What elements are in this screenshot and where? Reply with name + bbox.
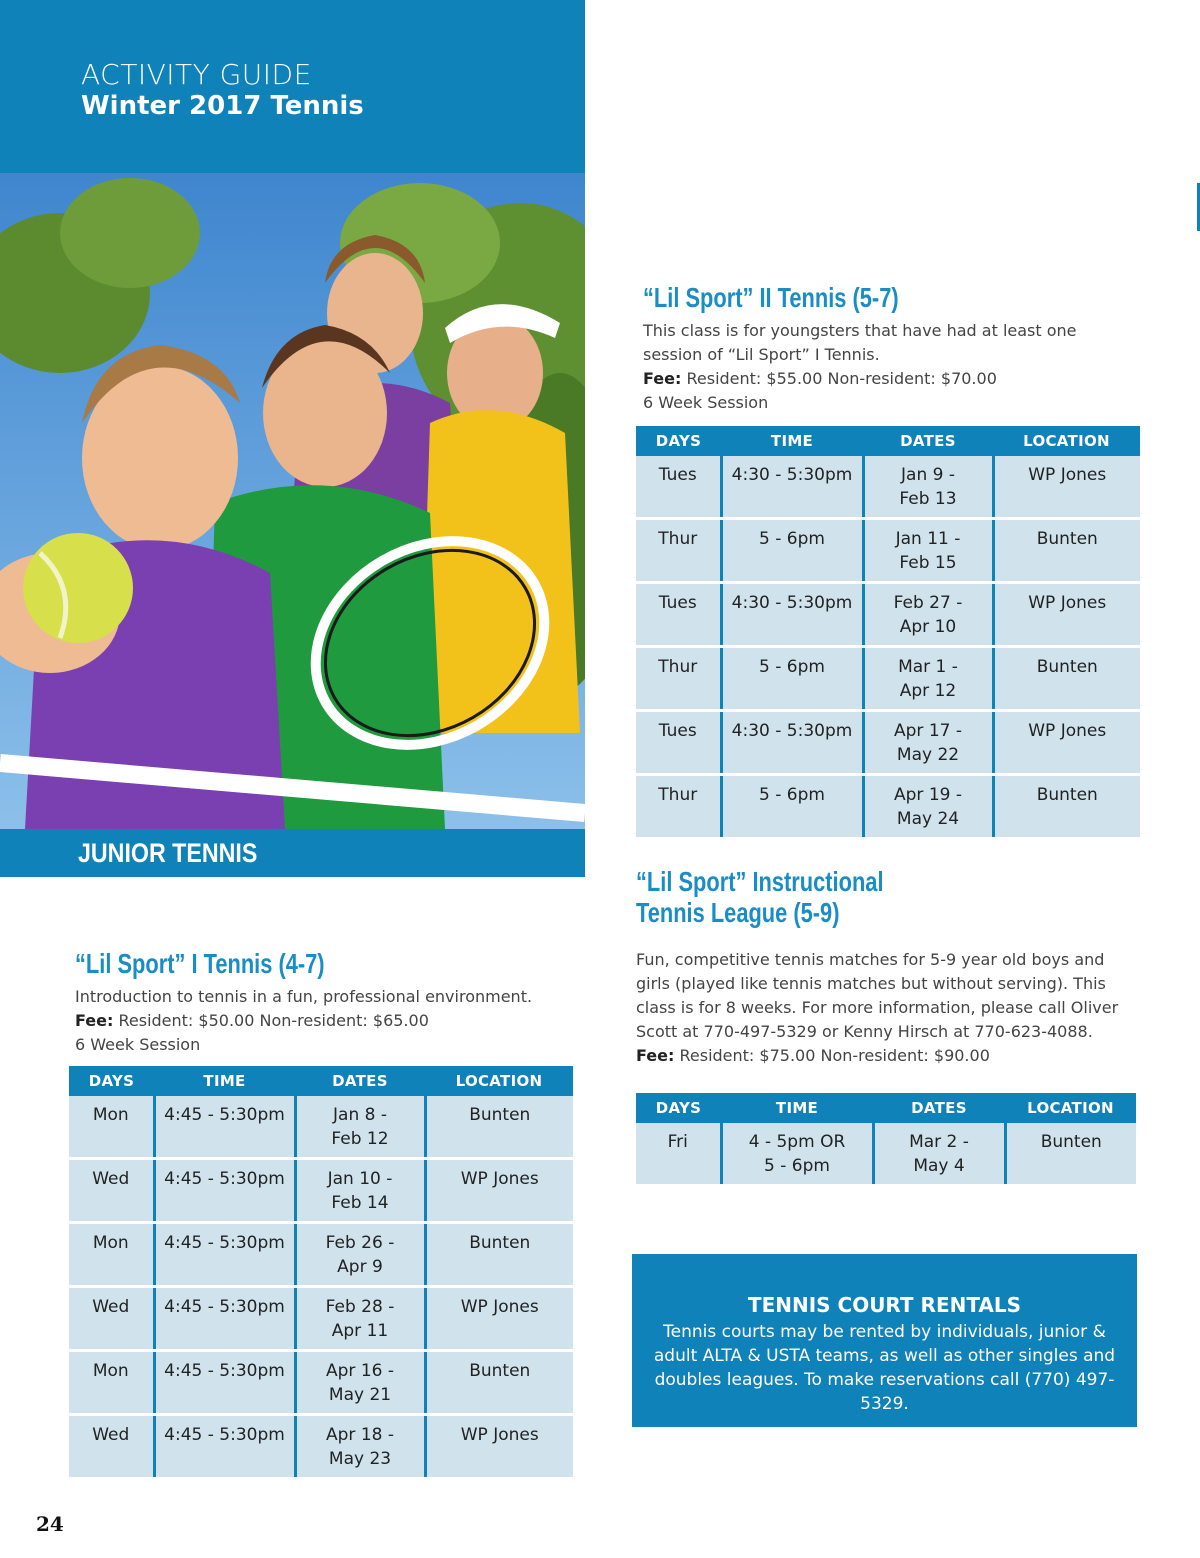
table-row bbox=[69, 1287, 573, 1351]
cell-dates bbox=[295, 1223, 425, 1287]
cell-dates bbox=[863, 647, 993, 711]
lil-sport-2-session: 6 Week Session bbox=[643, 393, 769, 412]
cell-time: 4:45 - 5:30pm bbox=[154, 1159, 295, 1223]
col-header-days: DAYS bbox=[636, 1093, 721, 1123]
table-row bbox=[636, 775, 1140, 838]
dates-end: Apr 10 bbox=[899, 617, 957, 637]
cell-day: Wed bbox=[69, 1287, 154, 1351]
lil-sport-1-schedule-table bbox=[69, 1066, 573, 1477]
cell-dates bbox=[295, 1415, 425, 1478]
table-row bbox=[69, 1415, 573, 1478]
col-header-location: LOCATION bbox=[993, 426, 1140, 456]
col-header-time: TIME bbox=[154, 1066, 295, 1096]
cell-location: WP Jones bbox=[993, 711, 1140, 775]
table-header-row bbox=[636, 426, 1140, 456]
junior-tennis-heading: JUNIOR TENNIS bbox=[78, 838, 258, 868]
fee-text: Resident: $55.00 Non-resident: $70.00 bbox=[686, 369, 997, 388]
table-row bbox=[636, 519, 1140, 583]
cell-location: Bunten bbox=[1005, 1123, 1136, 1184]
col-header-time: TIME bbox=[721, 1093, 873, 1123]
table-row bbox=[636, 583, 1140, 647]
dates-end: May 23 bbox=[328, 1449, 392, 1469]
league-schedule-table bbox=[636, 1093, 1136, 1184]
cell-day: Tues bbox=[636, 456, 721, 519]
fee-label: Fee: bbox=[636, 1046, 675, 1065]
dates-end: Apr 9 bbox=[337, 1257, 383, 1277]
dates-end: Apr 11 bbox=[331, 1321, 389, 1341]
cell-location: WP Jones bbox=[425, 1159, 573, 1223]
table-row bbox=[636, 456, 1140, 519]
dates-start: Jan 8 - bbox=[333, 1105, 387, 1125]
cell-day: Fri bbox=[636, 1123, 721, 1184]
cell-day: Mon bbox=[69, 1223, 154, 1287]
guide-label: ACTIVITY GUIDE bbox=[81, 58, 312, 91]
cell-day: Wed bbox=[69, 1159, 154, 1223]
cell-dates bbox=[873, 1123, 1005, 1184]
dates-start: Feb 26 - bbox=[325, 1233, 395, 1253]
col-header-location: LOCATION bbox=[1005, 1093, 1136, 1123]
cell-dates bbox=[295, 1287, 425, 1351]
cell-location: WP Jones bbox=[425, 1287, 573, 1351]
tennis-family-photo bbox=[0, 173, 585, 829]
cell-dates bbox=[863, 583, 993, 647]
lil-sport-2-desc-text: This class is for youngsters that have had at least one session of “Lil Sport” I Tennis. bbox=[643, 321, 1077, 364]
table-row bbox=[69, 1159, 573, 1223]
table-header-row bbox=[69, 1066, 573, 1096]
cell-day: Thur bbox=[636, 647, 721, 711]
fee-label: Fee: bbox=[643, 369, 682, 388]
time-line1: 4 - 5pm OR bbox=[748, 1132, 846, 1152]
guide-title: Winter 2017 Tennis bbox=[81, 91, 364, 121]
cell-dates bbox=[295, 1351, 425, 1415]
dates-start: Jan 10 - bbox=[327, 1169, 393, 1189]
league-title bbox=[636, 866, 884, 928]
cell-time: 5 - 6pm bbox=[721, 647, 863, 711]
league-title-line2: Tennis League (5-9) bbox=[636, 897, 840, 928]
cell-dates bbox=[863, 456, 993, 519]
cell-dates bbox=[863, 711, 993, 775]
dates-end: Feb 13 bbox=[899, 489, 957, 509]
cell-location: Bunten bbox=[993, 519, 1140, 583]
court-rentals-box bbox=[632, 1254, 1137, 1427]
table-row bbox=[69, 1096, 573, 1159]
lil-sport-1-title: “Lil Sport” I Tennis (4-7) bbox=[75, 948, 325, 979]
dates-end: May 24 bbox=[896, 809, 960, 829]
lil-sport-2-fee bbox=[643, 367, 1138, 391]
dates-start: Mar 2 - bbox=[909, 1132, 969, 1152]
dates-start: Jan 11 - bbox=[895, 529, 961, 549]
col-header-location: LOCATION bbox=[425, 1066, 573, 1096]
cell-location: Bunten bbox=[993, 775, 1140, 838]
col-header-dates: DATES bbox=[863, 426, 993, 456]
dates-start: Apr 19 - bbox=[894, 785, 962, 805]
dates-start: Jan 9 - bbox=[901, 465, 955, 485]
lil-sport-2-title: “Lil Sport” II Tennis (5-7) bbox=[643, 282, 899, 313]
col-header-time: TIME bbox=[721, 426, 863, 456]
lil-sport-2-description bbox=[643, 319, 1138, 415]
cell-location: WP Jones bbox=[993, 583, 1140, 647]
lil-sport-1-desc-text: Introduction to tennis in a fun, professional environment. bbox=[75, 987, 533, 1006]
league-fee bbox=[636, 1044, 1126, 1068]
col-header-days: DAYS bbox=[636, 426, 721, 456]
cell-location: Bunten bbox=[993, 647, 1140, 711]
table-row bbox=[636, 1123, 1136, 1184]
dates-end: Feb 14 bbox=[331, 1193, 389, 1213]
col-header-dates: DATES bbox=[295, 1066, 425, 1096]
cell-dates bbox=[295, 1096, 425, 1159]
fee-label: Fee: bbox=[75, 1011, 114, 1030]
cell-time: 5 - 6pm bbox=[721, 775, 863, 838]
cell-dates bbox=[863, 775, 993, 838]
dates-start: Feb 28 - bbox=[325, 1297, 395, 1317]
table-row bbox=[636, 711, 1140, 775]
table-header-row bbox=[636, 1093, 1136, 1123]
cell-time: 4:45 - 5:30pm bbox=[154, 1415, 295, 1478]
dates-end: May 4 bbox=[913, 1156, 965, 1176]
dates-end: Feb 12 bbox=[331, 1129, 389, 1149]
dates-start: Apr 16 - bbox=[326, 1361, 394, 1381]
dates-end: Feb 15 bbox=[899, 553, 957, 573]
cell-time: 5 - 6pm bbox=[721, 519, 863, 583]
cell-day: Wed bbox=[69, 1415, 154, 1478]
cell-day: Mon bbox=[69, 1351, 154, 1415]
cell-location: WP Jones bbox=[425, 1415, 573, 1478]
col-header-dates: DATES bbox=[873, 1093, 1005, 1123]
league-desc-text: Fun, competitive tennis matches for 5-9 year old boys and girls (played like tennis matches but without serving). This class is for 8 weeks. For more information, please call Oliver Scott at 770-497-5329 or Kenny Hirsch at 770-623-4088. bbox=[636, 950, 1119, 1041]
table-row bbox=[69, 1351, 573, 1415]
lil-sport-1-fee bbox=[75, 1009, 580, 1033]
cell-time: 4:45 - 5:30pm bbox=[154, 1096, 295, 1159]
lil-sport-1-description bbox=[75, 985, 580, 1057]
cell-day: Tues bbox=[636, 583, 721, 647]
league-description bbox=[636, 948, 1126, 1068]
dates-end: May 22 bbox=[896, 745, 960, 765]
cell-location: Bunten bbox=[425, 1223, 573, 1287]
league-title-line1: “Lil Sport” Instructional bbox=[636, 866, 884, 897]
court-rentals-text: Tennis courts may be rented by individuals, junior & adult ALTA & USTA teams, as well as other singles and doubles leagues. To make reservations call (770) 497-5329. bbox=[653, 1322, 1116, 1414]
fee-text: Resident: $75.00 Non-resident: $90.00 bbox=[679, 1046, 990, 1065]
table-row bbox=[636, 647, 1140, 711]
dates-start: Apr 17 - bbox=[894, 721, 962, 741]
cell-time: 4:45 - 5:30pm bbox=[154, 1351, 295, 1415]
cell-day: Tues bbox=[636, 711, 721, 775]
fee-text: Resident: $50.00 Non-resident: $65.00 bbox=[118, 1011, 429, 1030]
court-rentals-title: TENNIS COURT RENTALS bbox=[747, 1293, 1022, 1317]
cell-location: Bunten bbox=[425, 1096, 573, 1159]
cell-day: Thur bbox=[636, 775, 721, 838]
dates-start: Feb 27 - bbox=[893, 593, 963, 613]
dates-start: Mar 1 - bbox=[898, 657, 958, 677]
lil-sport-2-schedule-table bbox=[636, 426, 1140, 837]
cell-day: Mon bbox=[69, 1096, 154, 1159]
cell-dates bbox=[295, 1159, 425, 1223]
time-line2: 5 - 6pm bbox=[764, 1156, 830, 1176]
cell-day: Thur bbox=[636, 519, 721, 583]
cell-time: 4:30 - 5:30pm bbox=[721, 711, 863, 775]
lil-sport-1-session: 6 Week Session bbox=[75, 1035, 201, 1054]
dates-end: Apr 12 bbox=[899, 681, 957, 701]
cell-dates bbox=[863, 519, 993, 583]
page-number: 24 bbox=[36, 1512, 64, 1536]
cell-time: 4:30 - 5:30pm bbox=[721, 456, 863, 519]
cell-location: Bunten bbox=[425, 1351, 573, 1415]
col-header-days: DAYS bbox=[69, 1066, 154, 1096]
cell-time: 4:45 - 5:30pm bbox=[154, 1223, 295, 1287]
cell-time: 4:45 - 5:30pm bbox=[154, 1287, 295, 1351]
table-row bbox=[69, 1223, 573, 1287]
cell-location: WP Jones bbox=[993, 456, 1140, 519]
cell-time bbox=[721, 1123, 873, 1184]
dates-start: Apr 18 - bbox=[326, 1425, 394, 1445]
cell-time: 4:30 - 5:30pm bbox=[721, 583, 863, 647]
dates-end: May 21 bbox=[328, 1385, 392, 1405]
